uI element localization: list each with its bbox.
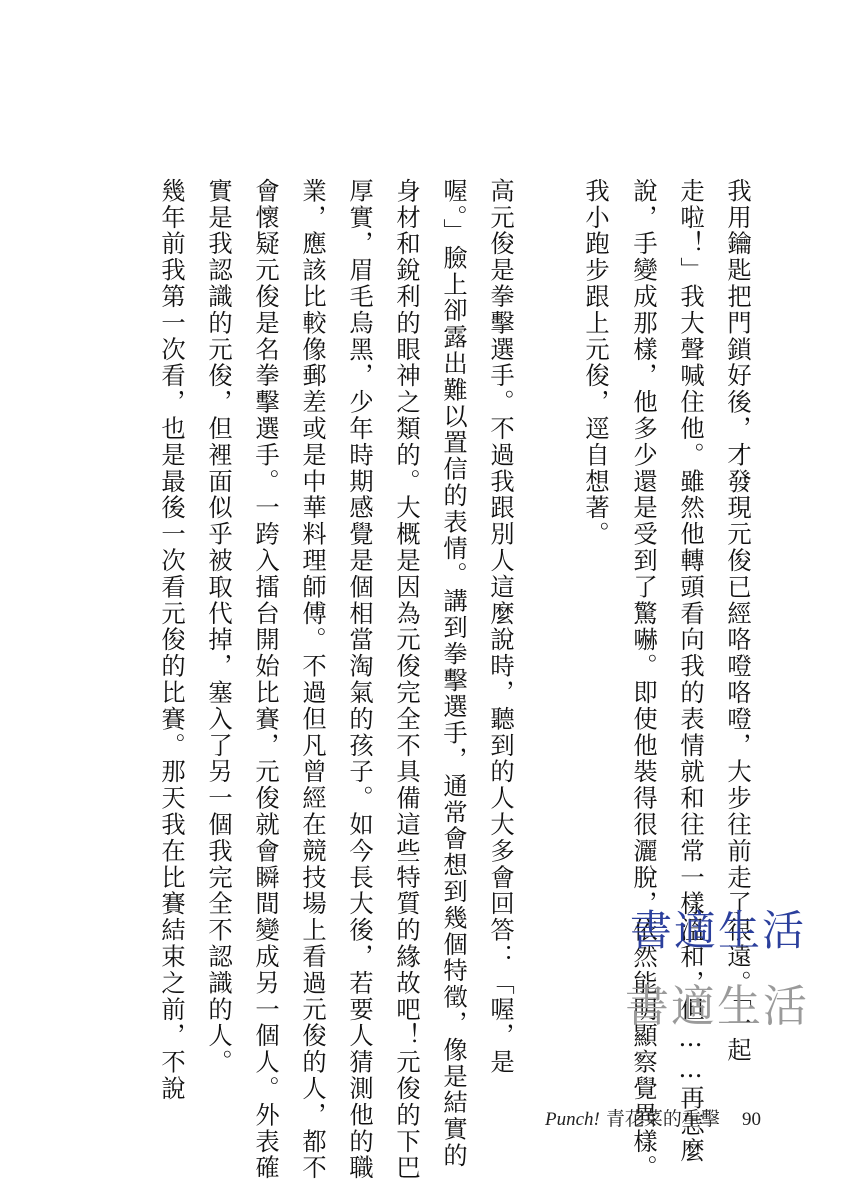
text-column-10: 會懷疑元俊是名拳擊選手。一跨入擂台開始比賽，元俊就會瞬間變成另一個人。外表確 [251,178,280,1182]
book-title-en: Punch! [545,1109,600,1130]
text-column-2: 走啦！」我大聲喊住他。雖然他轉頭看向我的表情就和往常一樣溫和，但……再怎麼 [676,178,705,1165]
watermark-gray: 書適生活 [625,981,809,1032]
text-column-1: 我用鑰匙把門鎖好後，才發現元俊已經咯噔咯噔，大步往前走了很遠。「一起 [723,178,752,1064]
text-column-12: 幾年前我第一次看，也是最後一次看元俊的比賽。那天我在比賽結束之前，不說 [157,178,186,1102]
text-column-11: 實是我認識的元俊，但裡面似乎被取代掉，塞入了另一個我完全不認識的人。 [204,178,233,1076]
page-footer [545,1104,805,1131]
page-number: 90 [741,1109,761,1130]
text-column-7: 身材和銳利的眼神之類的。大概是因為元俊完全不具備這些特質的緣故吧！元俊的下巴 [392,178,421,1182]
text-column-5: 高元俊是拳擊選手。不過我跟別人這麼說時，聽到的人大多會回答：「喔，是 [486,178,515,1076]
text-column-6: 喔。」臉上卻露出難以置信的表情。講到拳擊選手，通常會想到幾個特徵，像是結實的 [439,178,468,1170]
text-column-4: 我小跑步跟上元俊，逕自想著。 [581,178,610,548]
book-title-zh: 青花菜的重擊 [605,1108,720,1130]
watermark-blue: 書適生活 [630,906,807,955]
text-column-3: 說，手變成那樣，他多少還是受到了驚嚇。即使他裝得很灑脫，依然能明顯察覺異樣。 [629,178,658,1182]
text-column-9: 業，應該比較像郵差或是中華料理師傅。不過但凡曾經在競技場上看過元俊的人，都不 [298,178,327,1182]
text-column-8: 厚實，眉毛烏黑，少年時期感覺是個相當淘氣的孩子。如今長大後，若要人猜測他的職 [345,178,374,1182]
